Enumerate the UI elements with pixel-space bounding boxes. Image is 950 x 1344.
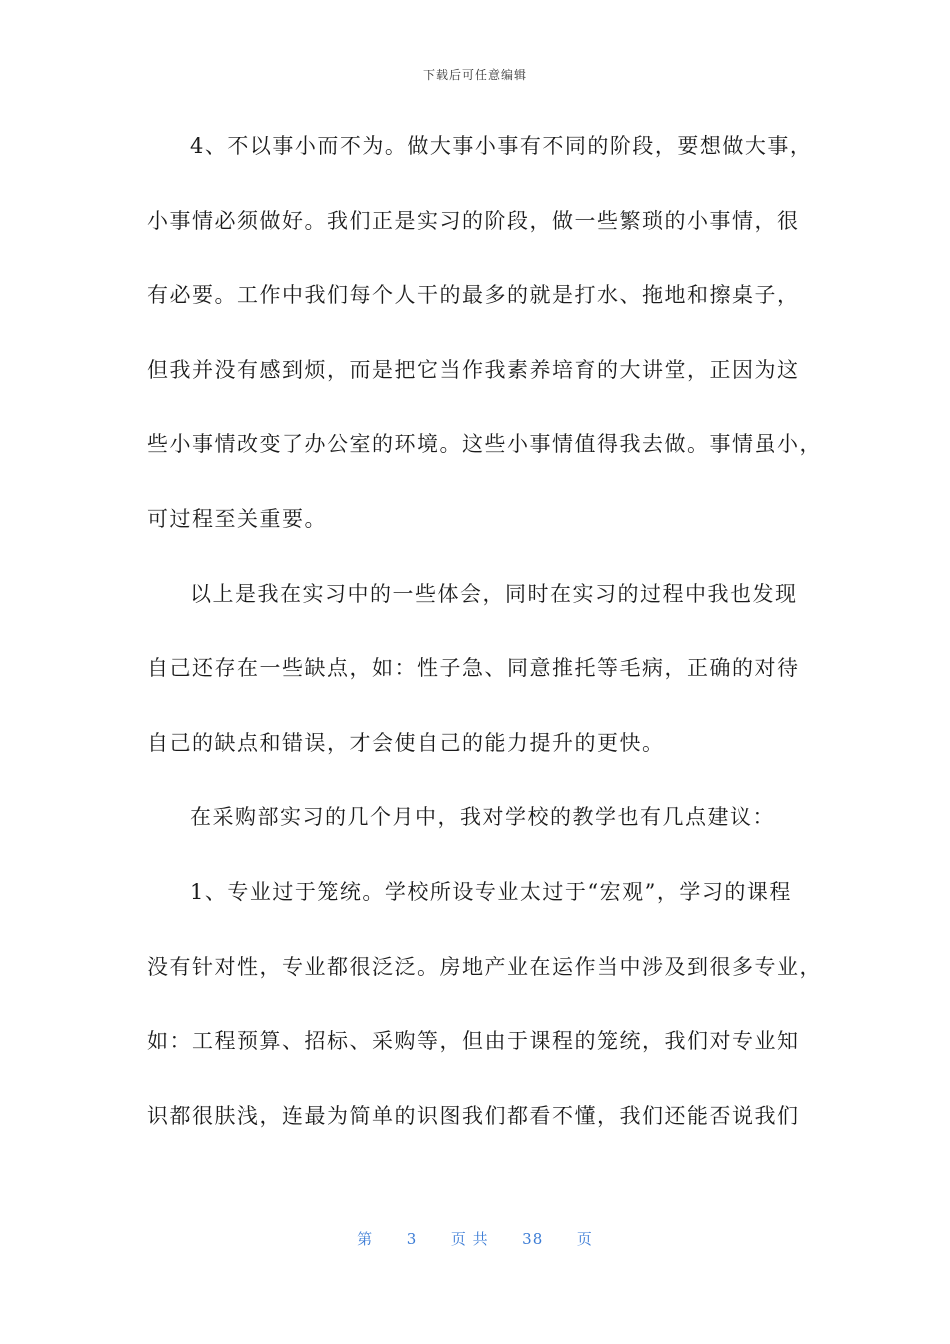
page-footer xyxy=(0,1228,950,1249)
text-line: 小事情必须做好。我们正是实习的阶段，做一些繁琐的小事情，很 xyxy=(147,208,800,233)
footer-middle: 页 共 xyxy=(450,1230,489,1248)
text-line: 1、专业过于笼统。学校所设专业太过于“宏观”，学习的课程 xyxy=(190,879,792,904)
text-line: 可过程至关重要。 xyxy=(147,506,327,531)
footer-prefix: 第 xyxy=(357,1230,374,1248)
page-header: 下载后可任意编辑 xyxy=(422,68,527,82)
text-line: 但我并没有感到烦，而是把它当作我素养培育的大讲堂，正因为这 xyxy=(147,357,800,382)
text-line: 如：工程预算、招标、采购等，但由于课程的笼统，我们对专业知 xyxy=(147,1029,800,1054)
text-line: 在采购部实习的几个月中，我对学校的教学也有几点建议： xyxy=(190,805,775,830)
footer-suffix: 页 xyxy=(576,1230,593,1248)
current-page-number: 3 xyxy=(406,1230,418,1248)
text-line: 以上是我在实习中的一些体会，同时在实习的过程中我也发现 xyxy=(190,581,798,606)
total-pages-number: 38 xyxy=(522,1230,544,1248)
document-body xyxy=(147,120,822,1164)
text-line: 没有针对性，专业都很泛泛。房地产业在运作当中涉及到很多专业， xyxy=(147,954,822,979)
text-line: 些小事情改变了办公室的环境。这些小事情值得我去做。事情虽小， xyxy=(147,432,822,457)
text-line: 识都很肤浅，连最为简单的识图我们都看不懂，我们还能否说我们 xyxy=(147,1103,800,1128)
text-line: 自己的缺点和错误，才会使自己的能力提升的更快。 xyxy=(147,730,665,755)
text-line: 4、不以事小而不为。做大事小事有不同的阶段，要想做大事， xyxy=(190,134,813,158)
text-line: 有必要。工作中我们每个人干的最多的就是打水、拖地和擦桌子， xyxy=(147,283,800,308)
text-line: 自己还存在一些缺点，如：性子急、同意推托等毛病，正确的对待 xyxy=(147,656,800,681)
